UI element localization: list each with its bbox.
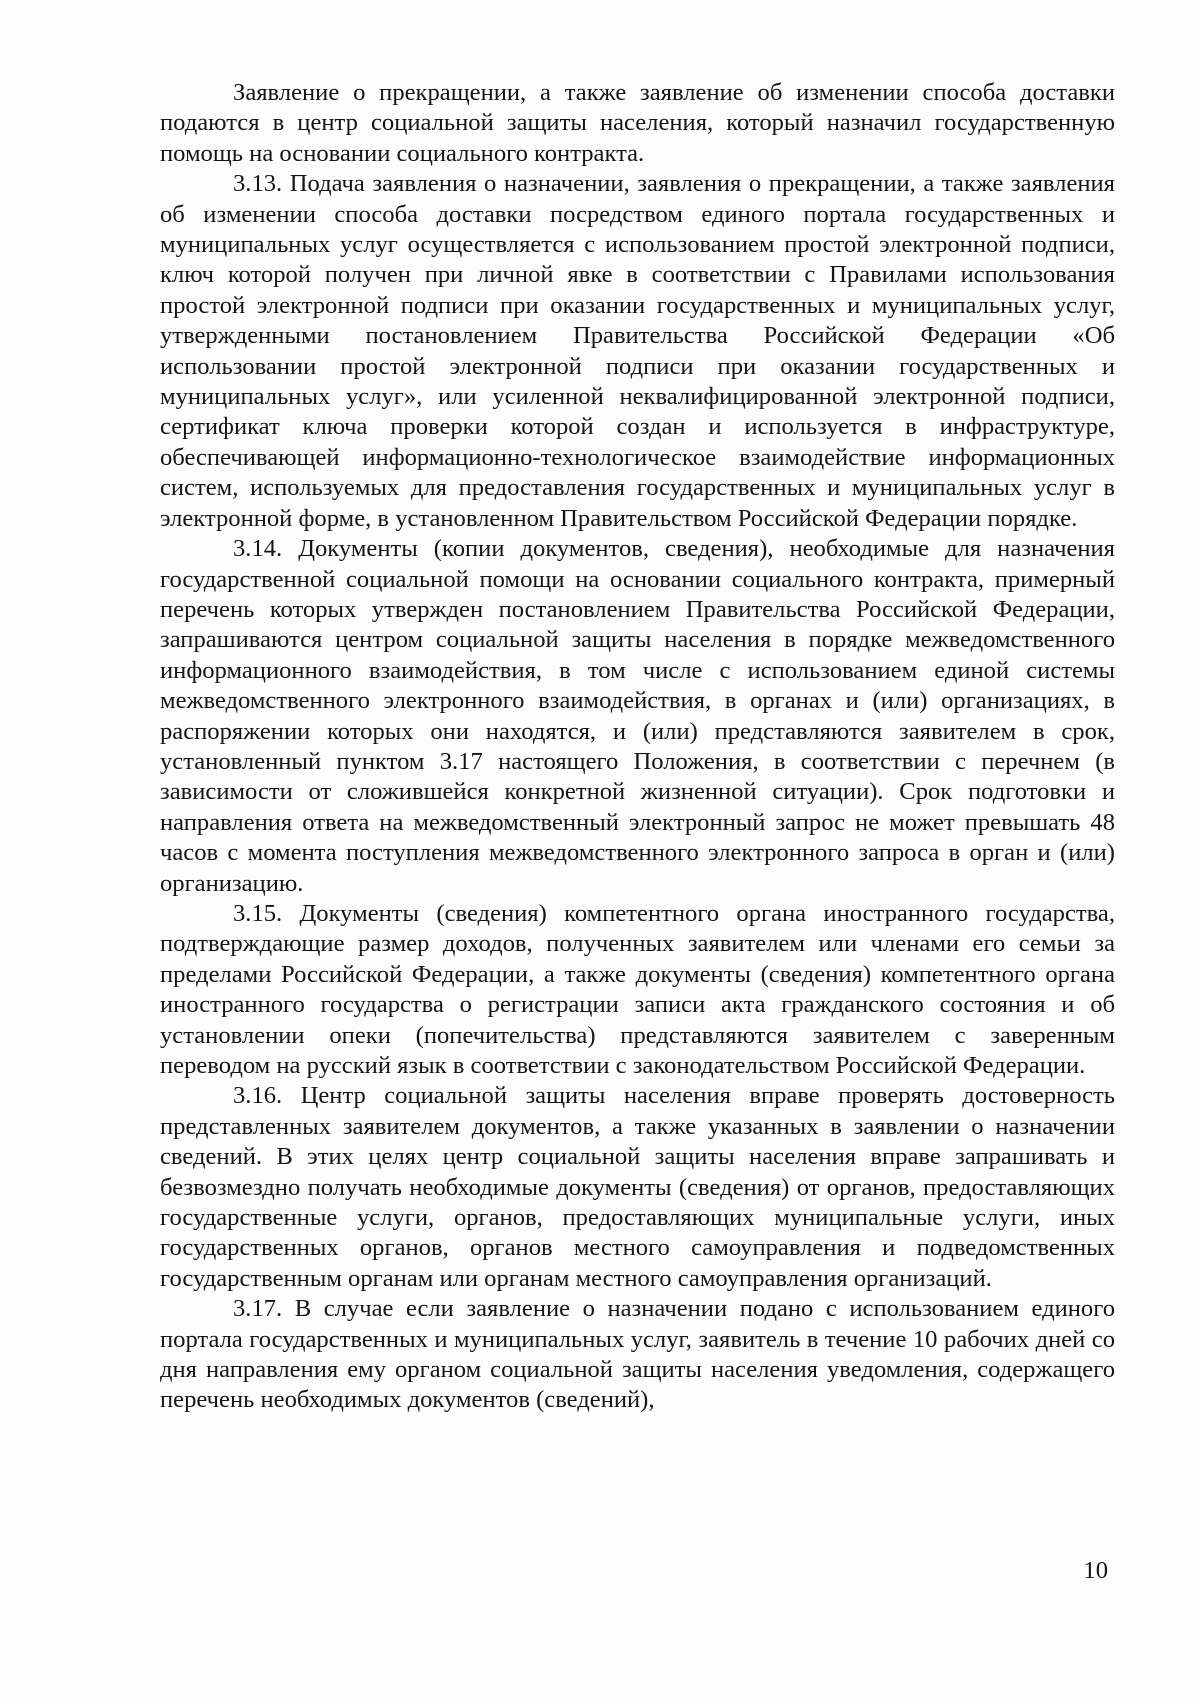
paragraph-delivery-change: Заявление о прекращении, а также заявление об изменении способа доставки подаются в центр социальной защиты населения, который назначил государственную помощь на основании социального контракта. bbox=[160, 79, 1115, 167]
paragraph-3-16: 3.16. Центр социальной защиты населения вправе проверять достоверность представленных заявителем документов, а также указанных в заявлении о назначении сведений. В этих целях центр социальной защиты населения вправе запрашивать и безвозмездно получать необходимые документы (сведения) от органов, предоставляющих государственные услуги, органов, предоставляющих муниципальные услуги, иных государственных органов, органов местного самоуправления и подведомственных государственным органам или органам местного самоуправления организаций. bbox=[160, 1082, 1115, 1292]
paragraph-3-17: 3.17. В случае если заявление о назначении подано с использованием единого портала государственных и муниципальных услуг, заявитель в течение 10 рабочих дней со дня направления ему органом социальной защиты населения уведомления, содержащего перечень необходимых документов (сведений), bbox=[160, 1295, 1115, 1414]
paragraph-3-13: 3.13. Подача заявления о назначении, заявления о прекращении, а также заявления об изменении способа доставки посредством единого портала государственных и муниципальных услуг осуществляется с использованием простой электронной подписи, ключ которой получен при личной явке в соответствии с Правилами использования простой электронной подписи при оказании государственных и муниципальных услуг, утвержденными постановлением Правительства Российской Федерации «Об использовании простой электронной подписи при оказании государственных и муниципальных услуг», или усиленной неквалифицированной электронной подписи, сертификат ключа проверки которой создан и используется в инфраструктуре, обеспечивающей информационно-технологическое взаимодействие информационных систем, используемых для предоставления государственных и муниципальных услуг в электронной форме, в установленном Правительством Российской Федерации порядке. bbox=[160, 170, 1115, 532]
page-number: 10 bbox=[1083, 1557, 1108, 1584]
paragraph-3-14: 3.14. Документы (копии документов, сведения), необходимые для назначения государственной социальной помощи на основании социального контракта, примерный перечень которых утвержден постановлением Правительства Российской Федерации, запрашиваются центром социальной защиты населения в порядке межведомственного информационного взаимодействия, в том числе с использованием единой системы межведомственного электронного взаимодействия, в органах и (или) организациях, в распоряжении которых они находятся, и (или) представляются заявителем в срок, установленный пунктом 3.17 настоящего Положения, в соответствии с перечнем (в зависимости от сложившейся конкретной жизненной ситуации). Срок подготовки и направления ответа на межведомственный электронный запрос не может превышать 48 часов с момента поступления межведомственного электронного запроса в орган и (или) организацию. bbox=[160, 535, 1115, 897]
paragraph-3-15: 3.15. Документы (сведения) компетентного органа иностранного государства, подтверждающие размер доходов, полученных заявителем или членами его семьи за пределами Российской Федерации, а также документы (сведения) компетентного органа иностранного государства о регистрации записи акта гражданского состояния и об установлении опеки (попечительства) представляются заявителем с заверенным переводом на русский язык в соответствии с законодательством Российской Федерации. bbox=[160, 899, 1115, 1079]
document-body bbox=[160, 78, 1115, 1416]
